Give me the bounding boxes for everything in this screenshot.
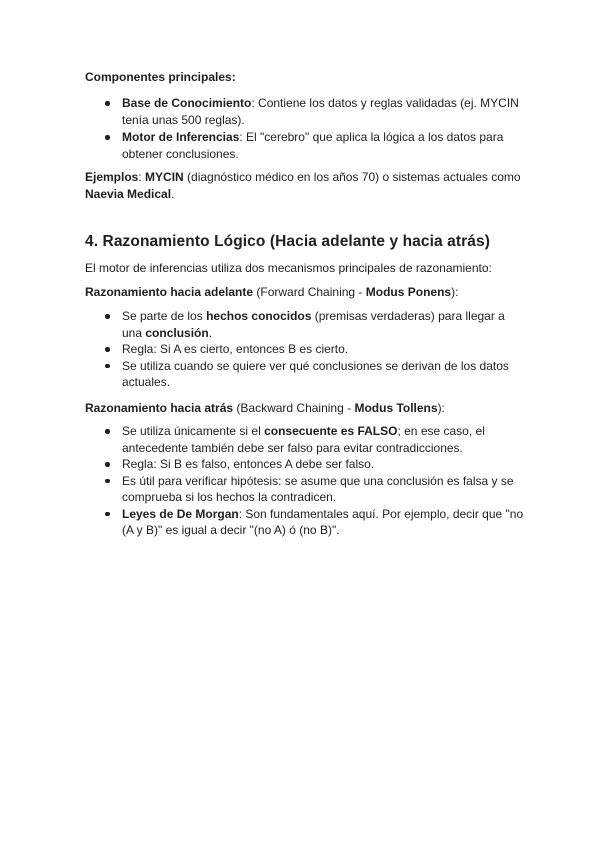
section-heading: 4. Razonamiento Lógico (Hacia adelante y hacia atrás): [85, 233, 490, 250]
list-item: Se utiliza únicamente si el consecuente es FALSO; en ese caso, el antecedente también debe ser falso para evitar contradicciones.: [85, 423, 525, 456]
list-item: Motor de Inferencias: El "cerebro" que aplica la lógica a los datos para obtener conclusiones.: [85, 129, 525, 162]
list-item: Regla: Si A es cierto, entonces B es cierto.: [85, 341, 525, 358]
forward-list: [85, 308, 525, 391]
list-item: Regla: Si B es falso, entonces A debe ser falso.: [85, 456, 525, 473]
componentes-list: [85, 95, 525, 162]
forward-title: Razonamiento hacia adelante (Forward Chaining - Modus Ponens):: [85, 285, 459, 299]
backward-title: Razonamiento hacia atrás (Backward Chaining - Modus Tollens):: [85, 401, 445, 415]
list-item: Base de Conocimiento: Contiene los datos y reglas validadas (ej. MYCIN tenía unas 500 reglas).: [85, 95, 525, 128]
backward-list: [85, 423, 525, 539]
list-item: Se parte de los hechos conocidos (premisas verdaderas) para llegar a una conclusión.: [85, 308, 525, 341]
section-intro: El motor de inferencias utiliza dos mecanismos principales de razonamiento:: [85, 261, 492, 275]
list-item: Es útil para verificar hipótesis: se asume que una conclusión es falsa y se comprueba si los hechos la contradicen.: [85, 473, 525, 506]
ejemplos-paragraph: Ejemplos: MYCIN (diagnóstico médico en los años 70) o sistemas actuales como Naevia Medical.: [85, 170, 521, 201]
componentes-title: Componentes principales:: [85, 70, 236, 84]
list-item: Se utiliza cuando se quiere ver qué conclusiones se derivan de los datos actuales.: [85, 358, 525, 391]
list-item: Leyes de De Morgan: Son fundamentales aquí. Por ejemplo, decir que "no (A y B)" es igual a decir "(no A) ó (no B)".: [85, 506, 525, 539]
